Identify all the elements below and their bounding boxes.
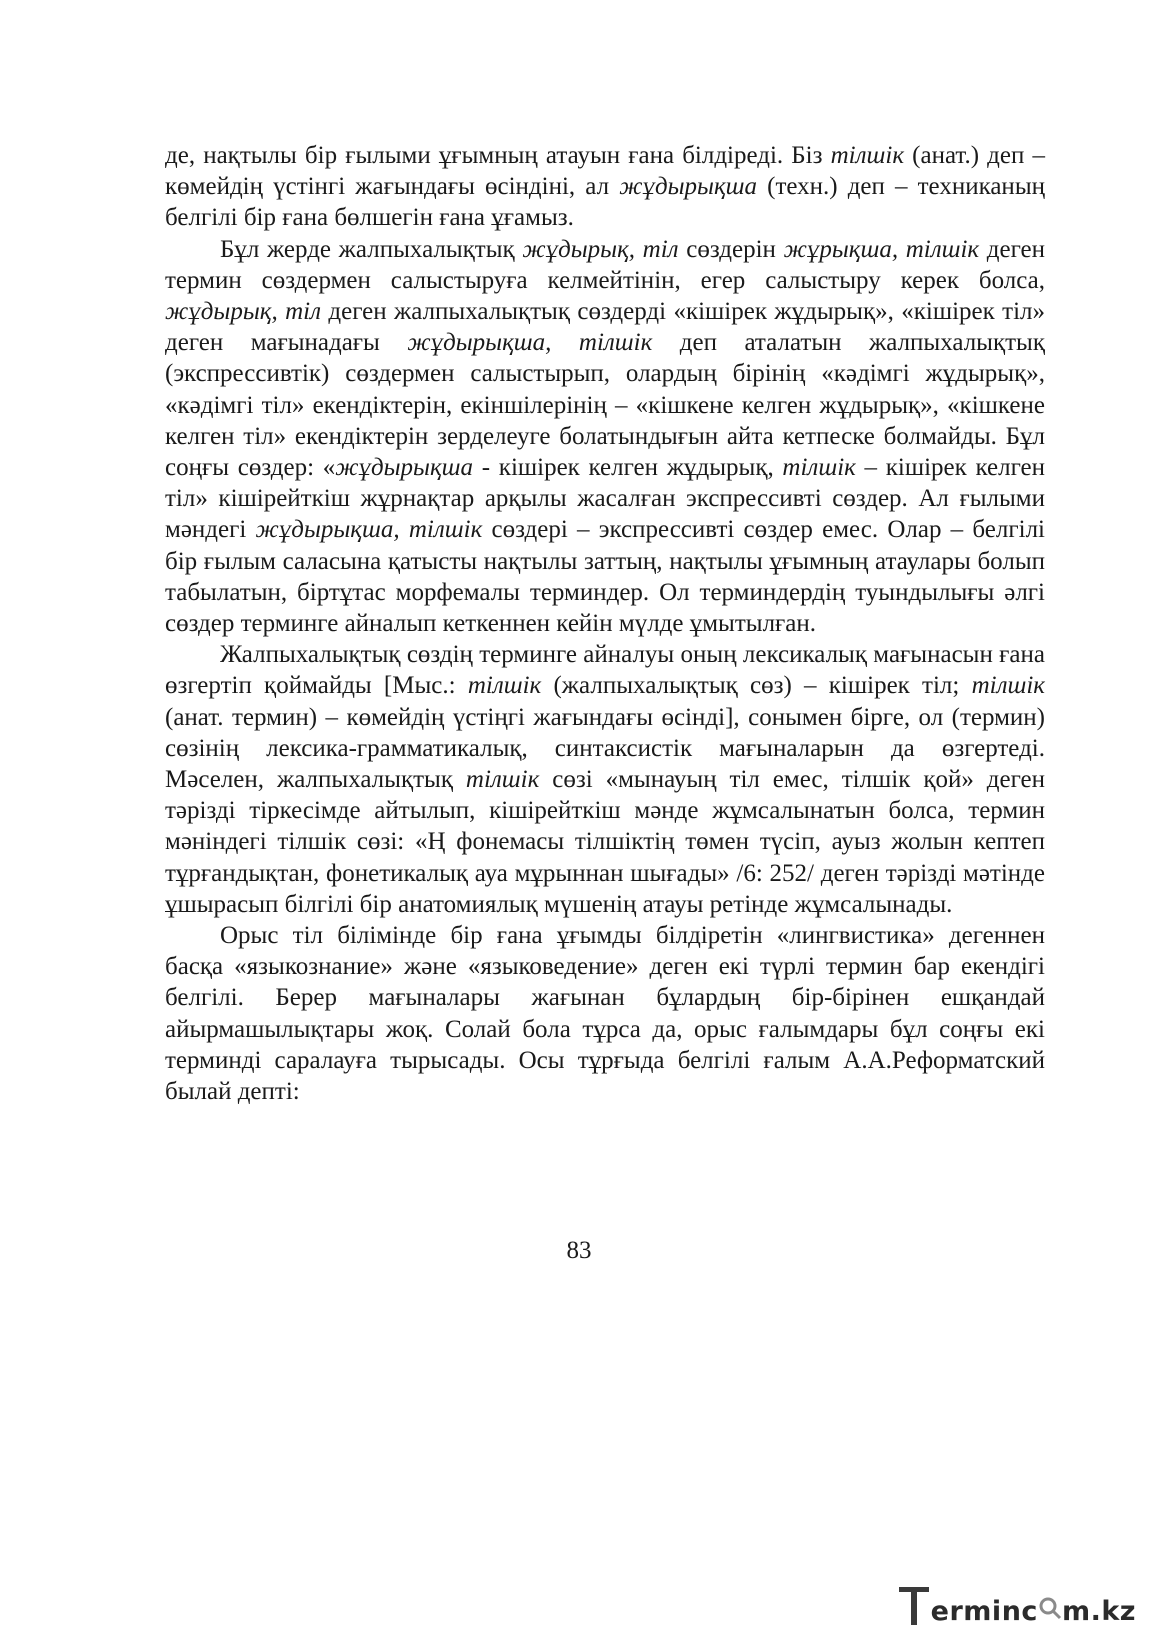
italic-term: тілшік bbox=[465, 766, 540, 794]
paragraph bbox=[165, 234, 1045, 640]
italic-term: жұдырық, тіл bbox=[165, 298, 321, 326]
termincom-logo bbox=[899, 1581, 1136, 1627]
text-run: деп аталатын жалпыхалықтық (экспрессивтік) сөздермен салыстырып, олардың бірінің «кәдімгі жұдырық», «кәдімгі тіл» екендіктерін, екіншілерінің – «кішкене келген жұдырық», «кішкене келген тіл» екендіктерін зерделеуге болатындығын айта кетпеске болмайды. Бұл соңғы сөздер: « bbox=[165, 329, 1045, 482]
logo-t-glyph bbox=[899, 1583, 931, 1627]
italic-term: жұдырық, тіл bbox=[522, 235, 679, 263]
logo-text-part2: c bbox=[1021, 1596, 1038, 1627]
text-run: – кішірек келген тіл» кішірейткіш жұрнақтар арқылы жасалған экспрессивті сөздер. Ал ғылыми мәндегі bbox=[165, 454, 1045, 544]
text-run: Жалпыхалықтық сөздің терминге айналуы оның лексикалық мағынасын ғана өзгертіп қоймайды [Мыс.: bbox=[165, 641, 1045, 700]
text-run: сөзі «мынауың тіл емес, тілшік қой» деген тәрізді тіркесімде айтылып, кішірейткіш мәнде жұмсалынатын болса, термин мәніндегі тілшік сөзі: «Ң фонемасы тілшіктің төмен түсіп, ауыз жолын кептеп тұрғандықтан, фонетикалық ауа мұрыннан шығады» /6: 252/ деген тәрізді мәтінде ұшырасып білгілі бір анатомиялық мүшенің атауы ретінде жұмсалынады. bbox=[165, 766, 1045, 918]
logo-wordmark bbox=[931, 1590, 1136, 1627]
text-run: (анат. термин) – көмейдің үстіңгі жағындағы өсінді], сонымен бірге, ол (термин) сөзінің лексика-грамматикалық, синтаксистік мағыналарын да өзгертеді. Мәселен, жалпыхалықтық bbox=[165, 703, 1045, 794]
italic-term: тілшік bbox=[782, 454, 856, 482]
text-run: деген жалпыхалықтық сөздерді «кішірек жұдырық», «кішірек тіл» деген мағынадағы bbox=[165, 298, 1045, 357]
text-run: (жалпыхалықтық сөз) – кішірек тіл; bbox=[541, 672, 972, 700]
text-run: (анат.) деп – көмейдің үстінгі жағындағы өсіндіні, ал bbox=[165, 142, 1045, 201]
logo-text-part3: m.kz bbox=[1061, 1596, 1136, 1627]
page-number: 83 bbox=[566, 1237, 592, 1264]
text-run: де, нақтылы бір ғылыми ұғымның атауын ғана білдіреді. Біз bbox=[165, 142, 831, 169]
paragraph bbox=[165, 140, 1045, 234]
text-run: (техн.) деп – техниканың белгілі бір ғана бөлшегін ғана ұғамыз. bbox=[165, 173, 1045, 232]
paragraph bbox=[165, 920, 1045, 1107]
italic-term: тілшік bbox=[830, 142, 905, 169]
italic-term: жұдырықша bbox=[335, 454, 474, 482]
document-body bbox=[165, 140, 1045, 1107]
italic-term: жұдырықша bbox=[619, 173, 758, 201]
text-run: Бұл жерде жалпыхалықтық bbox=[220, 235, 523, 263]
text-run: - кішірек келген жұдырық, bbox=[473, 454, 783, 482]
paragraph bbox=[165, 639, 1045, 920]
text-run: деген термин сөздермен салыстыруға келмейтінін, егер салыстыру керек болса, bbox=[165, 235, 1046, 294]
italic-term: жұдырықша, тілшік bbox=[255, 516, 483, 544]
text-run: Орыс тіл білімінде бір ғана ұғымды білдіретін «лингвистика» дегеннен басқа «языкознание» және «языковедение» деген екі түрлі термин бар екендігі белгілі. Берер мағыналары жағынан бұлардың бір-бірінен ешқандай айырмашылықтары жоқ. Солай бола тұрса да, орыс ғалымдары бұл соңғы екі терминді саралауға тырысады. Осы тұрғыда белгілі ғалым А.А.Реформатский былай депті: bbox=[165, 922, 1045, 1106]
magnifier-icon bbox=[1038, 1590, 1062, 1620]
text-run: сөздерін bbox=[678, 235, 784, 263]
text-run: сөздері – экспрессивті сөздер емес. Олар – белгілі бір ғылым саласына қатысты нақтылы заттың, нақтылы ұғымның атаулары болып табылатын, біртұтас морфемалы терминдер. Ол терминдердің туындылығы әлгі сөздер терминге айналып кеткеннен кейін мүлде ұмытылған. bbox=[165, 516, 1045, 638]
italic-term: тілшік bbox=[971, 672, 1045, 700]
italic-term: жұрықша, тілшік bbox=[783, 235, 980, 263]
italic-term: тілшік bbox=[467, 672, 542, 700]
italic-term: жұдырықша, тілшік bbox=[407, 329, 653, 357]
logo-text-part1: ermin bbox=[930, 1596, 1022, 1627]
